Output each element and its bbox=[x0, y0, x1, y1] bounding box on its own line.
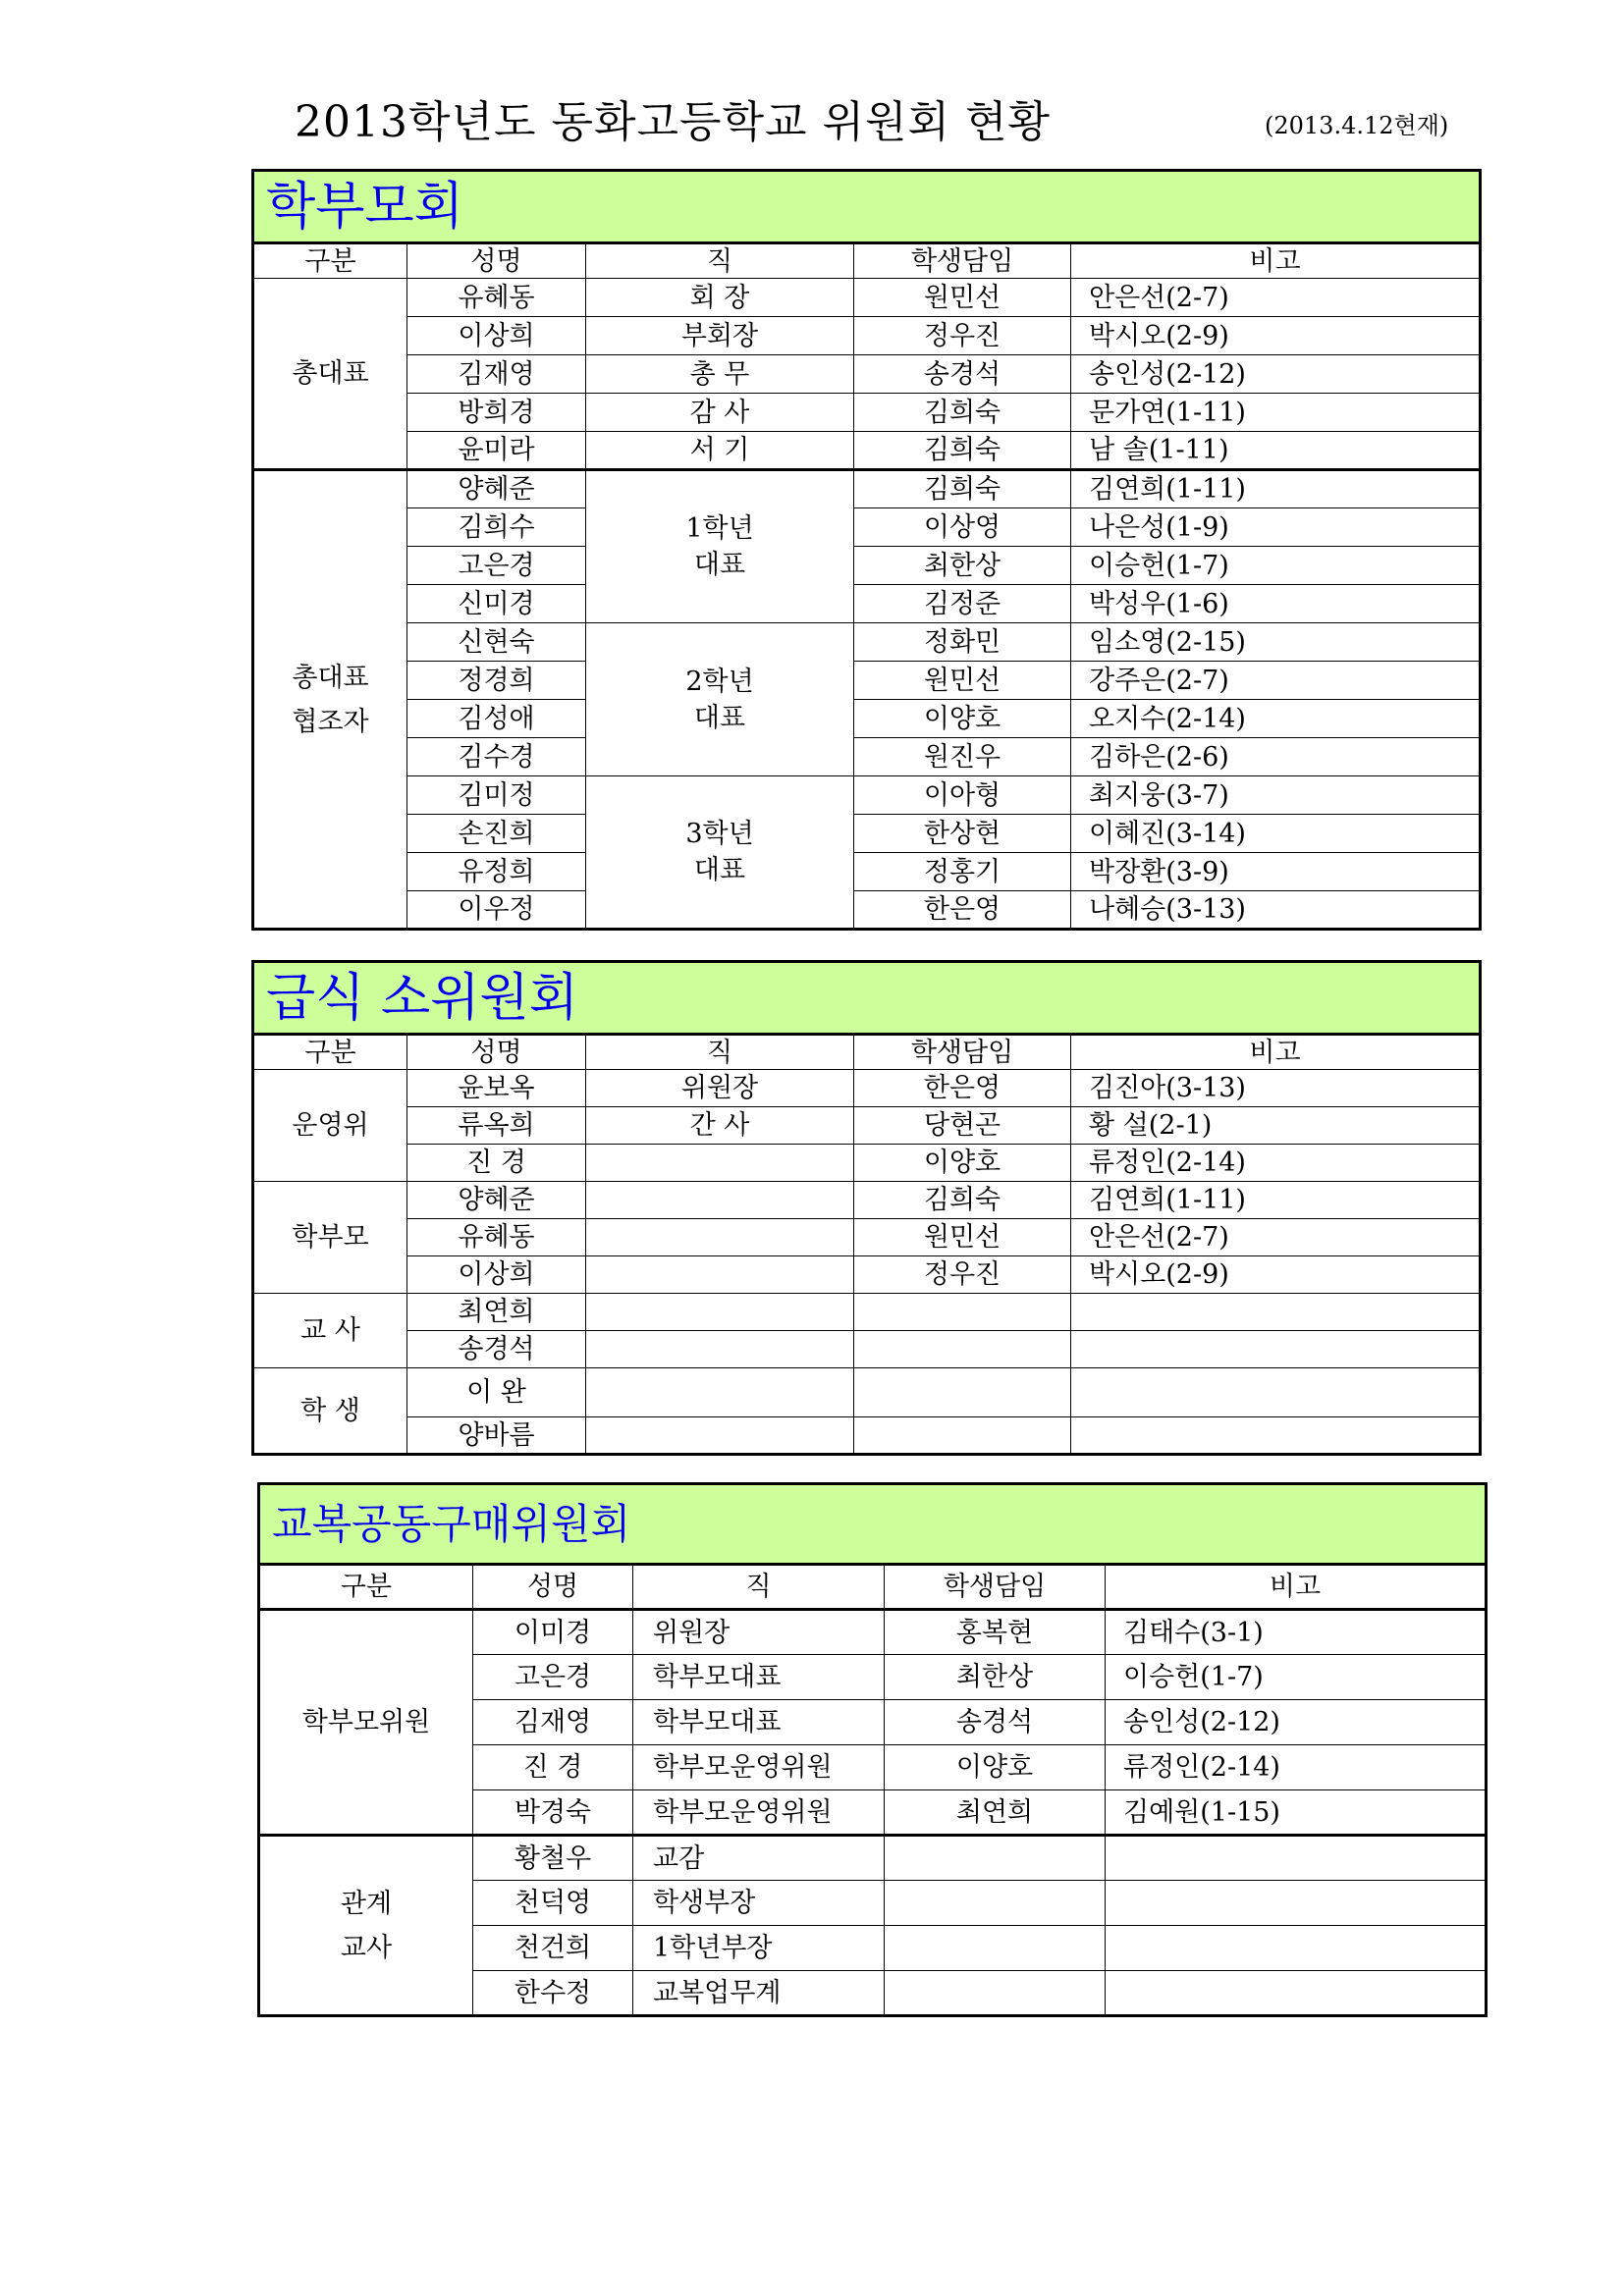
role-cell: 총 무 bbox=[586, 355, 854, 394]
role-cell: 학부모대표 bbox=[633, 1655, 885, 1700]
role-cell bbox=[586, 1368, 854, 1417]
note-cell: 황 설(2-1) bbox=[1071, 1107, 1481, 1145]
note-cell: 안은선(2-7) bbox=[1071, 279, 1481, 317]
role-cell: 3학년 대표 bbox=[586, 776, 854, 930]
name-cell: 최연희 bbox=[407, 1294, 586, 1331]
teacher-cell: 한상현 bbox=[854, 815, 1071, 853]
teacher-cell: 원민선 bbox=[854, 1219, 1071, 1256]
teacher-cell: 김희숙 bbox=[854, 1182, 1071, 1219]
note-cell: 김진아(3-13) bbox=[1071, 1070, 1481, 1107]
column-header: 구분 bbox=[253, 1035, 407, 1070]
name-cell: 류옥희 bbox=[407, 1107, 586, 1145]
role-cell: 부회장 bbox=[586, 317, 854, 355]
teacher-cell: 원민선 bbox=[854, 662, 1071, 700]
role-cell bbox=[586, 1145, 854, 1182]
name-cell: 양바름 bbox=[407, 1417, 586, 1455]
teacher-cell bbox=[885, 1971, 1106, 2016]
note-cell: 문가연(1-11) bbox=[1071, 394, 1481, 432]
name-cell: 김수경 bbox=[407, 738, 586, 776]
teacher-cell: 정우진 bbox=[854, 317, 1071, 355]
table-row bbox=[253, 891, 1481, 930]
teacher-cell bbox=[885, 1926, 1106, 1971]
name-cell: 김희수 bbox=[407, 508, 586, 547]
name-cell: 천건희 bbox=[473, 1926, 633, 1971]
role-cell: 2학년 대표 bbox=[586, 623, 854, 776]
group-label: 관계 교사 bbox=[259, 1836, 473, 2016]
group-label: 총대표 협조자 bbox=[253, 470, 407, 930]
note-cell: 안은선(2-7) bbox=[1071, 1219, 1481, 1256]
name-cell: 이상희 bbox=[407, 317, 586, 355]
teacher-cell: 이양호 bbox=[854, 700, 1071, 738]
role-cell: 교복업무계 bbox=[633, 1971, 885, 2016]
teacher-cell: 김희숙 bbox=[854, 470, 1071, 508]
teacher-cell bbox=[854, 1294, 1071, 1331]
name-cell: 고은경 bbox=[473, 1655, 633, 1700]
name-cell: 이미경 bbox=[473, 1610, 633, 1655]
parents-association-table bbox=[251, 169, 1482, 931]
table-row bbox=[253, 547, 1481, 585]
role-cell: 회 장 bbox=[586, 279, 854, 317]
section-title: 교복공동구매위원회 bbox=[259, 1484, 1487, 1565]
teacher-cell: 원민선 bbox=[854, 279, 1071, 317]
table-row bbox=[253, 1294, 1481, 1331]
teacher-cell bbox=[854, 1417, 1071, 1455]
column-header: 학생담임 bbox=[854, 243, 1071, 279]
note-cell bbox=[1071, 1368, 1481, 1417]
teacher-cell bbox=[854, 1331, 1071, 1368]
role-cell bbox=[586, 1331, 854, 1368]
note-cell: 송인성(2-12) bbox=[1106, 1700, 1487, 1745]
group-label: 총대표 bbox=[253, 279, 407, 470]
role-cell: 학부모대표 bbox=[633, 1700, 885, 1745]
note-cell: 나혜승(3-13) bbox=[1071, 891, 1481, 930]
teacher-cell bbox=[885, 1881, 1106, 1926]
table-row bbox=[253, 470, 1481, 508]
name-cell: 신현숙 bbox=[407, 623, 586, 662]
role-cell: 서 기 bbox=[586, 432, 854, 470]
name-cell: 윤보옥 bbox=[407, 1070, 586, 1107]
role-cell: 간 사 bbox=[586, 1107, 854, 1145]
note-cell: 이혜진(3-14) bbox=[1071, 815, 1481, 853]
role-cell bbox=[586, 1294, 854, 1331]
group-label: 교 사 bbox=[253, 1294, 407, 1368]
note-cell: 김연희(1-11) bbox=[1071, 1182, 1481, 1219]
column-header: 성명 bbox=[473, 1565, 633, 1610]
role-cell: 감 사 bbox=[586, 394, 854, 432]
name-cell: 송경석 bbox=[407, 1331, 586, 1368]
table-row bbox=[253, 1145, 1481, 1182]
note-cell: 오지수(2-14) bbox=[1071, 700, 1481, 738]
table-row bbox=[259, 1610, 1487, 1655]
role-cell: 위원장 bbox=[633, 1610, 885, 1655]
table-row bbox=[253, 776, 1481, 815]
teacher-cell: 이아형 bbox=[854, 776, 1071, 815]
column-header-row bbox=[253, 243, 1481, 279]
note-cell: 김연희(1-11) bbox=[1071, 470, 1481, 508]
note-cell: 강주은(2-7) bbox=[1071, 662, 1481, 700]
teacher-cell: 정우진 bbox=[854, 1256, 1071, 1294]
column-header: 학생담임 bbox=[885, 1565, 1106, 1610]
section-title: 급식 소위원회 bbox=[253, 962, 1481, 1035]
column-header: 직 bbox=[586, 243, 854, 279]
column-header-row bbox=[259, 1565, 1487, 1610]
page-title: 2013학년도 동화고등학교 위원회 현황 bbox=[295, 97, 1051, 147]
column-header: 구분 bbox=[259, 1565, 473, 1610]
note-cell: 이승헌(1-7) bbox=[1106, 1655, 1487, 1700]
teacher-cell: 김희숙 bbox=[854, 394, 1071, 432]
teacher-cell: 이양호 bbox=[854, 1145, 1071, 1182]
teacher-cell: 홍복현 bbox=[885, 1610, 1106, 1655]
name-cell: 이우정 bbox=[407, 891, 586, 930]
table-row bbox=[253, 394, 1481, 432]
note-cell: 김하은(2-6) bbox=[1071, 738, 1481, 776]
name-cell: 진 경 bbox=[473, 1745, 633, 1790]
role-cell bbox=[586, 1219, 854, 1256]
teacher-cell bbox=[885, 1836, 1106, 1881]
note-cell bbox=[1106, 1836, 1487, 1881]
teacher-cell: 김정준 bbox=[854, 585, 1071, 623]
name-cell: 유정희 bbox=[407, 853, 586, 891]
teacher-cell bbox=[854, 1368, 1071, 1417]
role-cell: 학부모운영위원 bbox=[633, 1790, 885, 1836]
name-cell: 신미경 bbox=[407, 585, 586, 623]
name-cell: 고은경 bbox=[407, 547, 586, 585]
column-header: 성명 bbox=[407, 1035, 586, 1070]
note-cell: 임소영(2-15) bbox=[1071, 623, 1481, 662]
name-cell: 김재영 bbox=[473, 1700, 633, 1745]
table-row bbox=[253, 623, 1481, 662]
note-cell bbox=[1071, 1331, 1481, 1368]
table-row bbox=[253, 1417, 1481, 1455]
table-row bbox=[253, 508, 1481, 547]
column-header: 성명 bbox=[407, 243, 586, 279]
uniform-joint-purchase-committee-table bbox=[257, 1482, 1488, 2017]
name-cell: 유혜동 bbox=[407, 1219, 586, 1256]
note-cell: 김태수(3-1) bbox=[1106, 1610, 1487, 1655]
section-title: 학부모회 bbox=[253, 171, 1481, 243]
table-row bbox=[253, 432, 1481, 470]
name-cell: 천덕영 bbox=[473, 1881, 633, 1926]
table-row bbox=[253, 1256, 1481, 1294]
table-row bbox=[253, 585, 1481, 623]
name-cell: 진 경 bbox=[407, 1145, 586, 1182]
teacher-cell: 김희숙 bbox=[854, 432, 1071, 470]
group-label: 학 생 bbox=[253, 1368, 407, 1455]
column-header-row bbox=[253, 1035, 1481, 1070]
role-cell bbox=[586, 1417, 854, 1455]
name-cell: 방희경 bbox=[407, 394, 586, 432]
note-cell: 박시오(2-9) bbox=[1071, 317, 1481, 355]
teacher-cell: 이상영 bbox=[854, 508, 1071, 547]
table-row bbox=[253, 700, 1481, 738]
note-cell: 김예원(1-15) bbox=[1106, 1790, 1487, 1836]
teacher-cell: 최한상 bbox=[885, 1655, 1106, 1700]
name-cell: 손진희 bbox=[407, 815, 586, 853]
table-row bbox=[253, 662, 1481, 700]
role-cell: 위원장 bbox=[586, 1070, 854, 1107]
note-cell bbox=[1106, 1926, 1487, 1971]
teacher-cell: 당현곤 bbox=[854, 1107, 1071, 1145]
note-cell: 박성우(1-6) bbox=[1071, 585, 1481, 623]
name-cell: 이상희 bbox=[407, 1256, 586, 1294]
table-row bbox=[253, 815, 1481, 853]
table-row bbox=[253, 355, 1481, 394]
table-row bbox=[253, 1107, 1481, 1145]
as-of-date: (2013.4.12현재) bbox=[1265, 112, 1449, 139]
teacher-cell: 이양호 bbox=[885, 1745, 1106, 1790]
role-cell: 학부모운영위원 bbox=[633, 1745, 885, 1790]
role-cell: 학생부장 bbox=[633, 1881, 885, 1926]
teacher-cell: 송경석 bbox=[885, 1700, 1106, 1745]
note-cell: 남 솔(1-11) bbox=[1071, 432, 1481, 470]
name-cell: 김미정 bbox=[407, 776, 586, 815]
note-cell bbox=[1071, 1294, 1481, 1331]
note-cell: 류정인(2-14) bbox=[1071, 1145, 1481, 1182]
name-cell: 양혜준 bbox=[407, 470, 586, 508]
table-row bbox=[253, 1368, 1481, 1417]
note-cell: 최지웅(3-7) bbox=[1071, 776, 1481, 815]
name-cell: 황철우 bbox=[473, 1836, 633, 1881]
role-cell: 1학년 대표 bbox=[586, 470, 854, 623]
name-cell: 윤미라 bbox=[407, 432, 586, 470]
table-row bbox=[253, 1219, 1481, 1256]
group-label: 학부모 bbox=[253, 1182, 407, 1294]
column-header: 비고 bbox=[1071, 243, 1481, 279]
name-cell: 김재영 bbox=[407, 355, 586, 394]
group-label: 학부모위원 bbox=[259, 1610, 473, 1836]
note-cell: 박장환(3-9) bbox=[1071, 853, 1481, 891]
column-header: 비고 bbox=[1106, 1565, 1487, 1610]
note-cell bbox=[1106, 1971, 1487, 2016]
table-row bbox=[253, 738, 1481, 776]
column-header: 직 bbox=[586, 1035, 854, 1070]
note-cell: 이승헌(1-7) bbox=[1071, 547, 1481, 585]
note-cell: 송인성(2-12) bbox=[1071, 355, 1481, 394]
name-cell: 양혜준 bbox=[407, 1182, 586, 1219]
teacher-cell: 최연희 bbox=[885, 1790, 1106, 1836]
name-cell: 박경숙 bbox=[473, 1790, 633, 1836]
column-header: 비고 bbox=[1071, 1035, 1481, 1070]
note-cell bbox=[1071, 1417, 1481, 1455]
name-cell: 이 완 bbox=[407, 1368, 586, 1417]
group-label: 운영위 bbox=[253, 1070, 407, 1182]
role-cell bbox=[586, 1182, 854, 1219]
table-row bbox=[253, 853, 1481, 891]
note-cell: 나은성(1-9) bbox=[1071, 508, 1481, 547]
name-cell: 정경희 bbox=[407, 662, 586, 700]
table-row bbox=[253, 1070, 1481, 1107]
column-header: 직 bbox=[633, 1565, 885, 1610]
column-header: 구분 bbox=[253, 243, 407, 279]
teacher-cell: 원진우 bbox=[854, 738, 1071, 776]
teacher-cell: 정홍기 bbox=[854, 853, 1071, 891]
role-cell bbox=[586, 1256, 854, 1294]
teacher-cell: 송경석 bbox=[854, 355, 1071, 394]
note-cell: 박시오(2-9) bbox=[1071, 1256, 1481, 1294]
school-meal-subcommittee-table bbox=[251, 960, 1482, 1456]
table-row bbox=[259, 1836, 1487, 1881]
table-row bbox=[253, 279, 1481, 317]
column-header: 학생담임 bbox=[854, 1035, 1071, 1070]
table-row bbox=[253, 317, 1481, 355]
teacher-cell: 한은영 bbox=[854, 891, 1071, 930]
teacher-cell: 최한상 bbox=[854, 547, 1071, 585]
teacher-cell: 한은영 bbox=[854, 1070, 1071, 1107]
teacher-cell: 정화민 bbox=[854, 623, 1071, 662]
note-cell: 류정인(2-14) bbox=[1106, 1745, 1487, 1790]
table-row bbox=[253, 1182, 1481, 1219]
table-row bbox=[253, 1331, 1481, 1368]
role-cell: 교감 bbox=[633, 1836, 885, 1881]
name-cell: 한수정 bbox=[473, 1971, 633, 2016]
role-cell: 1학년부장 bbox=[633, 1926, 885, 1971]
name-cell: 유혜동 bbox=[407, 279, 586, 317]
note-cell bbox=[1106, 1881, 1487, 1926]
name-cell: 김성애 bbox=[407, 700, 586, 738]
